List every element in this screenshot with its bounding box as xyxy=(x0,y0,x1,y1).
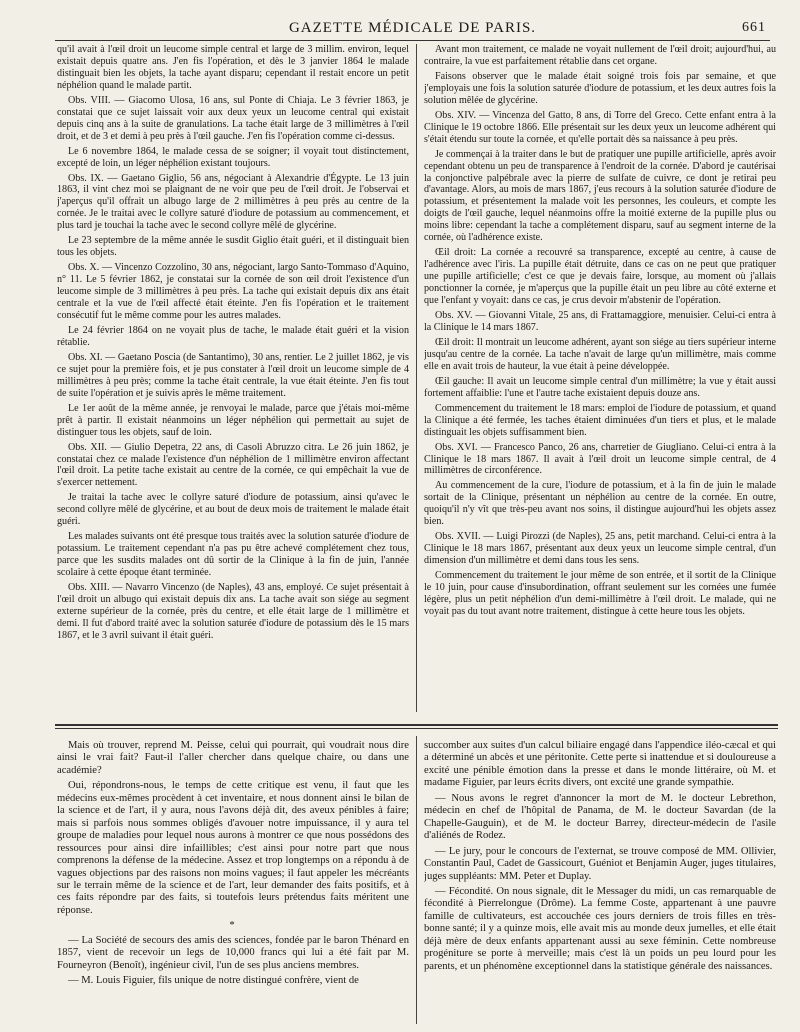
paragraph: Le 24 février 1864 on ne voyait plus de tache, le malade était guéri et la vision rétablie. xyxy=(57,324,409,348)
observation-paragraph: Obs. XVII. — Luigi Pirozzi (de Naples), 25 ans, petit marchand. Celui-ci entra à la Clinique le 18 mars 1867, présentant aux deux yeux un leucome simple central, d'un dimension d'un millimètre et demi dans tous les sens. xyxy=(424,531,776,567)
column-divider-bottom xyxy=(416,736,417,1024)
feuilleton-column-right xyxy=(424,740,776,1028)
news-item: — Fécondité. On nous signale, dit le Messager du midi, un cas remarquable de fécondité à Pierrelongue (Drôme). La femme Coste, appartenant à une pauvre famille de cultivateurs, est accouchée ces jours derniers de trois filles en très-bonne santé; il y a quinze mois, elle avait mis au monde deux jumelles, et elle était déjà mère de deux enfants appartenant aussi au sexe féminin. Cette nombreuse progéniture se porte à merveille; mais c'est là un poids un peu lourd pour les parents, et un phénomène exceptionnel dans la statistique générale des naissances. xyxy=(424,885,776,972)
feuilleton-column-left xyxy=(57,740,409,1028)
paragraph: Faisons observer que le malade était soigné trois fois par semaine, et que j'employais une fois la solution saturée d'iodure de potassium, et les deux autres fois la solution mêlée de glycérine. xyxy=(424,70,776,106)
page-number: 661 xyxy=(742,20,766,35)
paragraph: Je commençai à la traiter dans le but de pratiquer une pupille artificielle, après avoir cependant obtenu un peu de transparence à l'endroit de la cornée. D'abord je cautérisai la conjonctive palpébrale avec la pierre de sulfate de cuivre, ce dont je retirai peu d'avantage. Alors, au mois de mars 1867, j'eus recours à la solution saturée d'iodure de potassium, et présentement la malade voit les personnes, les couleurs, et compte les doigts de l'œil gauche, lequel néanmoins offre la moitié externe de la pupille plus ou moins libre: cependant la tache a complétement disparu, sauf au segment interne de la cornée, où l'adhérence existe. xyxy=(424,148,776,244)
paragraph: Les malades suivants ont été presque tous traités avec la solution saturée d'iodure de potassium. Le traitement cependant n'a pas pu être achevé complétement chez tous, parce que les susdits malades ont dû sortir de la Clinique à la fin de juin, l'année scolaire à cette époque étant terminée. xyxy=(57,531,409,579)
observation-paragraph: Obs. XII. — Giulio Depetra, 22 ans, di Casoli Abruzzo citra. Le 26 juin 1862, je constatai chez ce malade l'existence d'un néphélion de 1 millimètre environ affectant l'œil droit. La petite tache existait au centre de la cornée, ce qui empêchait la vue de s'exercer nettement. xyxy=(57,441,409,489)
paragraph: Je traitai la tache avec le collyre saturé d'iodure de potassium, ainsi qu'avec le second collyre mêlé de glycérine, et au bout de deux mois de traitement le malade était guéri. xyxy=(57,492,409,528)
section-rule-thin xyxy=(55,728,778,729)
column-divider xyxy=(416,44,417,712)
article-column-left xyxy=(57,44,409,712)
paragraph: Le 6 novembre 1864, le malade cessa de se soigner; il voyait tout distinctement, excepté de loin, un léger néphélion existant toujours. xyxy=(57,145,409,169)
paragraph: Avant mon traitement, ce malade ne voyait nullement de l'œil droit; aujourd'hui, au contraire, la vue est parfaitement rétablie dans cet organe. xyxy=(424,44,776,67)
observation-paragraph: Obs. XVI. — Francesco Panco, 26 ans, charretier de Giugliano. Celui-ci entra à la Clinique le 18 mars 1867. Il avait à l'œil droit un leucome simple central, de 4 millimètres de circonférence. xyxy=(424,441,776,477)
observation-paragraph: Obs. X. — Vincenzo Cozzolino, 30 ans, négociant, largo Santo-Tommaso d'Aquino, n° 11. Le 5 février 1862, je constatai sur la cornée de son œil droit l'existence d'un leucome simple de 3 millimètres à peu près. La tache qui existait depuis dix ans était centrale et la vue de l'œil affecté était éteinte. J'en fis l'opération et le traitement consécutif fut le même comme pour les autres malades. xyxy=(57,262,409,322)
paragraph: Le 23 septembre de la même année le susdit Giglio était guéri, et il distinguait bien tous les objets. xyxy=(57,235,409,259)
section-rule xyxy=(55,724,778,726)
observation-paragraph: Obs. IX. — Gaetano Giglio, 56 ans, négociant à Alexandrie d'Égypte. Le 13 juin 1863, il vint chez moi se plaignant de ne voir que peu de l'œil droit. Je l'observai et j'aperçus qu'il offrait un albugo large de 2 millimètres à peu près au centre de la cornée. Je le traitai avec le collyre saturé d'iodure de potassium au commencement, et plus tard je touchai la tache avec le second collyre mêlé de glycérine. xyxy=(57,172,409,232)
paragraph: Œil droit: Il montrait un leucome adhérent, ayant son siége au tiers supérieur interne jusqu'au centre de la cornée. La tache n'avait de large qu'un millimètre, mais comme elle en avait trois de hauteur, la vue était à peine développée. xyxy=(424,336,776,372)
news-item: — M. Louis Figuier, fils unique de notre distingué confrère, vient de xyxy=(68,975,359,987)
news-item: succomber aux suites d'un calcul biliaire engagé dans l'appendice iléo-cæcal et qui a déterminé un abcès et une péritonite. Cette perte si inattendue et si douloureuse a excité une pénible émotion dans la presse et dans le monde littéraire, où M. et madame Figuier, par leurs écrits divers, ont excité une grande sympathie. xyxy=(424,740,776,789)
paragraph: Mais où trouver, reprend M. Peisse, celui qui pourrait, qui voudrait nous dire ainsi le vrai fait? Faut-il l'aller chercher dans quelque chaire, ou dans une académie? xyxy=(57,740,409,776)
paragraph: Œil droit: La cornée a recouvré sa transparence, excepté au centre, à cause de l'adhérence avec l'iris. La pupille était détruite, dans ce cas on ne peut que pratiquer une pupille artificielle; c'est ce que je devais faire, lorsque, au moment où j'allais ponctionner la cornée, je m'aperçus que la pupille était un peu libre au côté externe et que l'enfant y voyait: dans ce cas, je crus devoir m'abstenir de l'opération. xyxy=(424,247,776,307)
page-header xyxy=(55,18,770,41)
observation-paragraph: Obs. VIII. — Giacomo Ulosa, 16 ans, sul Ponte di Chiaja. Le 3 février 1863, je constatai que ce sujet laissait voir aux deux yeux un leucome central qui existait depuis cinq ans à la suite de granulations. La tache était large de 3 millimètres à l'œil droit, et de 3 et demi à peu près à l'œil gauche. J'en fis l'opération comme ci-dessus. xyxy=(57,94,409,142)
paragraph: qu'il avait à l'œil droit un leucome simple central et large de 3 millim. environ, lequel existait depuis quatre ans. J'en fis l'opération, et dès le 3 janvier 1864 le malade distinguait bien les objets, la tache ayant disparu; cependant il restait encore un petit néphélion quand le malade partit. xyxy=(57,44,409,91)
article-column-right xyxy=(424,44,776,712)
news-item: — Le jury, pour le concours de l'externat, se trouve composé de MM. Ollivier, Constantin Paul, Cadet de Gassicourt, Guéniot et Benjamin Auger, juges titulaires, juges suppléants: MM. Peter et Duplay. xyxy=(424,845,776,882)
news-item: — La Société de secours des amis des sciences, fondée par le baron Thénard en 1857, vient de recevoir un legs de 10,000 francs qui lui a été fait par M. Fourneyron (Benoît), ingénieur civil, l'un de ses plus anciens membres. xyxy=(57,934,409,971)
paragraph: Oui, répondrons-nous, le temps de cette critique est venu, il faut que les médecins eux-mêmes procèdent à cet inventaire, et nous donnent ainsi le bilan de la science et de l'art, il y aura, nous l'avons déjà dit, des aveux pénibles à faire; mais si parfois nous sommes obligés d'avouer notre impuissance, il y aura tel groupe de maladies pour lequel nous aurons à montrer ce que nous possédons des ressources pour ainsi dire infaillibles; c'est ainsi pour notre part que nous comprenons la défense de la médecine. Assez et trop longtemps on a répondu à de vagues objections par des raisons non moins vagues; il faut appeler les mécréants sur le terrain même de la science et de l'art, leur demander des faits positifs, et à ces faits répondre par des faits, si toutefois leurs prétendus faits méritent une réponse. xyxy=(57,780,409,916)
news-item: — Nous avons le regret d'annoncer la mort de M. le docteur Lebrethon, médecin en chef de l'hôpital de Panama, de M. le docteur Savardan (de la Chapelle-Gauguin), et de M. le docteur Barrey, directeur-médecin de l'asile d'aliénés de Rodez. xyxy=(424,792,776,842)
observation-paragraph: Obs. XIII. — Navarro Vincenzo (de Naples), 43 ans, employé. Ce sujet présentait à l'œil droit un albugo qui existait depuis dix ans. La tache avait son siége au segment externe supérieur de la cornée, près du centre, et elle était large de 1 millimètre et demi. Il fut d'abord traité avec la solution saturée d'iodure de potassium dès le 15 mars 1867, et le 3 avril suivant il était guéri. xyxy=(57,582,409,641)
observation-paragraph: Obs. XIV. — Vincenza del Gatto, 8 ans, di Torre del Greco. Cette enfant entra à la Clinique le 19 octobre 1866. Elle présentait sur les deux yeux un leucome adhérent qui s'était étendu sur toute la cornée, et qu'elle portait dès sa naissance à peu près. xyxy=(424,109,776,145)
observation-paragraph: Obs. XI. — Gaetano Poscia (de Santantimo), 30 ans, rentier. Le 2 juillet 1862, je vis ce sujet pour la première fois, et je pus constater à l'œil droit un leucome simple de 4 millimètres à peu près; comme la tache était centrale, la vue était éteinte. J'en fis tout de suite l'opération et je suivis après le même traitement. xyxy=(57,351,409,399)
journal-title: GAZETTE MÉDICALE DE PARIS. xyxy=(288,20,537,36)
paragraph: Au commencement de la cure, l'iodure de potassium, et à la fin de juin le malade sortait de la Clinique, présentant un néphélion au centre de la cornée. En outre, quoiqu'il n'y vît que très-peu avant nos soins, il distingue aujourd'hui les objets assez bien. xyxy=(424,480,776,528)
paragraph: Le 1er août de la même année, je renvoyai le malade, parce que j'étais moi-même prêt à partir. Il existait néanmoins un léger néphélion qui permettait au sujet de distinguer tous les objets, sauf de loin. xyxy=(57,402,409,438)
section-separator: * xyxy=(229,920,237,932)
observation-paragraph: Obs. XV. — Giovanni Vitale, 25 ans, di Frattamaggiore, menuisier. Celui-ci entra à la Clinique le 14 mars 1867. xyxy=(424,310,776,333)
paragraph: Œil gauche: Il avait un leucome simple central d'un millimètre; la vue y était aussi fortement affaiblie: l'une et l'autre tache existaient depuis douze ans. xyxy=(424,375,776,399)
paragraph: Commencement du traitement le 18 mars: emploi de l'iodure de potassium, et quand la Clinique a été fermée, les taches étaient diminuées d'un tiers et plus, et le malade distinguait les objets suffisamment bien. xyxy=(424,402,776,438)
paragraph: Commencement du traitement le jour même de son entrée, et il sortit de la Clinique le 10 juin, pour cause d'insubordination, offrant seulement sur les cornées une fumée légère, plus un petit néphélion d'un demi-millimètre à l'œil droit. Le malade, qui ne voyait pas du tout avant notre traitement, distingue à cette heure tous les objets. xyxy=(424,570,776,617)
